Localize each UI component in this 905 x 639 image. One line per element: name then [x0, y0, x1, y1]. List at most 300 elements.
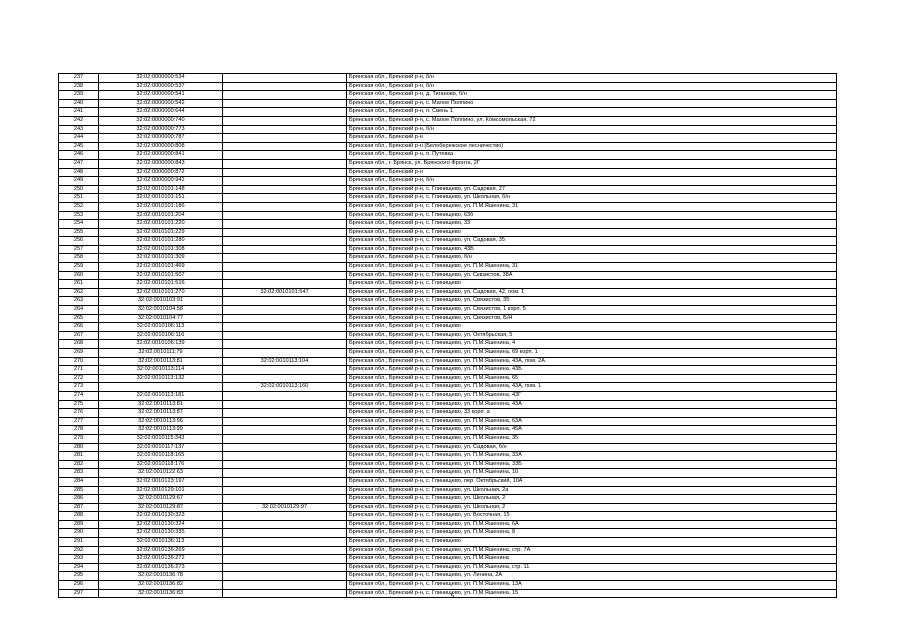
row-number-cell: 283: [59, 469, 99, 478]
cadastral-number-cell: 32:02:0010113:81: [99, 400, 223, 409]
row-number-cell: 262: [59, 288, 99, 297]
row-number-cell: 288: [59, 512, 99, 521]
row-number-cell: 242: [59, 116, 99, 125]
building-cadastral-number-cell: [223, 177, 347, 186]
row-number-cell: 251: [59, 194, 99, 203]
cadastral-number-cell: 32:02:0010136:82: [99, 581, 223, 590]
row-number-cell: 249: [59, 177, 99, 186]
cadastral-number-cell: 32:02:0010113:132: [99, 374, 223, 383]
building-cadastral-number-cell: [223, 477, 347, 486]
table-row: [59, 452, 837, 461]
address-cell: Брянская обл., Брянский р-н, с. Глинищево, ул. Школьная, б/н: [347, 194, 837, 203]
row-number-cell: 245: [59, 142, 99, 151]
cadastral-number-cell: 32:02:0010136:83: [99, 589, 223, 598]
address-cell: Брянская обл., Брянский р-н, с. Глинищево, ул. П.М.Яшенина, 63А: [347, 417, 837, 426]
address-cell: Брянская обл., Брянский р-н, с. Глинищево, ул. Связистов, Б/Н: [347, 314, 837, 323]
row-number-cell: 254: [59, 220, 99, 229]
address-cell: Брянская обл., Брянский р-н, с. Глинищево, ул. П.М.Яшенина, 4: [347, 340, 837, 349]
row-number-cell: 281: [59, 452, 99, 461]
address-cell: Брянская обл., Брянский р-н, с. Глинищево, ул. П.М.Яшенина, 6А: [347, 520, 837, 529]
table-row: [59, 520, 837, 529]
building-cadastral-number-cell: [223, 220, 347, 229]
table-row: [59, 116, 837, 125]
row-number-cell: 277: [59, 417, 99, 426]
row-number-cell: 238: [59, 82, 99, 91]
table-row: [59, 538, 837, 547]
table-row: [59, 477, 837, 486]
row-number-cell: 290: [59, 529, 99, 538]
cadastral-number-cell: 32:02:0010130:335: [99, 529, 223, 538]
address-cell: Брянская обл., Брянский р-н, с. Глинищево, ул. Школьная, 2: [347, 503, 837, 512]
row-number-cell: 275: [59, 400, 99, 409]
address-cell: Брянская обл., Брянский р-н, с. Глинищево: [347, 538, 837, 547]
row-number-cell: 274: [59, 391, 99, 400]
address-cell: Брянская обл., Брянский р-н, с. Глинищево, ул. П.М.Яшенина, 10: [347, 469, 837, 478]
table-row: [59, 237, 837, 246]
address-cell: Брянская обл., Брянский р-н, с. Глинищево, ул. П.М.Яшенина, 43А, пом. 2А: [347, 357, 837, 366]
row-number-cell: 280: [59, 443, 99, 452]
table-row: [59, 280, 837, 289]
cadastral-number-cell: 32:02:0010101:507: [99, 271, 223, 280]
table-row: [59, 82, 837, 91]
table-row: [59, 434, 837, 443]
cadastral-table: [58, 73, 837, 598]
cadastral-number-cell: 32:02:0010129:101: [99, 486, 223, 495]
table-row: [59, 391, 837, 400]
address-cell: Брянская обл., Брянский р-н, с. Глинищево, ул. П.М.Яшенина, 33Б: [347, 460, 837, 469]
cadastral-number-cell: 32:02:0010111:79: [99, 349, 223, 358]
address-cell: Брянская обл., Брянский р-н, с. Глинищево, ул. Восточная, 15: [347, 512, 837, 521]
cadastral-number-cell: 32:02:0010130:323: [99, 512, 223, 521]
address-cell: Брянская обл., Брянский р-н, с. Малое Полпино: [347, 99, 837, 108]
table-row: [59, 409, 837, 418]
row-number-cell: 285: [59, 486, 99, 495]
building-cadastral-number-cell: [223, 263, 347, 272]
cadastral-number-cell: 32:02:0010103:91: [99, 297, 223, 306]
row-number-cell: 269: [59, 349, 99, 358]
building-cadastral-number-cell: [223, 116, 347, 125]
row-number-cell: 272: [59, 374, 99, 383]
cadastral-number-cell: 32:02:0010113:114: [99, 366, 223, 375]
table-row: [59, 220, 837, 229]
row-number-cell: 291: [59, 538, 99, 547]
cadastral-number-cell: 32:02:0010101:280: [99, 237, 223, 246]
table-row: [59, 159, 837, 168]
address-cell: Брянская обл., Брянский р-н, с. Глинищево, ул. Школьная, 2: [347, 495, 837, 504]
building-cadastral-number-cell: [223, 237, 347, 246]
table-row: [59, 340, 837, 349]
table-row: [59, 202, 837, 211]
cadastral-number-cell: 32:02:0010115:343: [99, 434, 223, 443]
table-row: [59, 546, 837, 555]
address-cell: Брянская обл., Брянский р-н: [347, 134, 837, 143]
building-cadastral-number-cell: [223, 366, 347, 375]
cadastral-number-cell: 32:02:0000000:843: [99, 159, 223, 168]
cadastral-number-cell: 32:02:0010122:63: [99, 469, 223, 478]
cadastral-number-cell: 32:02:0000000:534: [99, 74, 223, 83]
building-cadastral-number-cell: [223, 142, 347, 151]
cadastral-number-cell: 32:02:0010118:165: [99, 452, 223, 461]
address-cell: Брянская обл., г. Брянск, ул. Брянского Фронта, 2Г: [347, 159, 837, 168]
building-cadastral-number-cell: [223, 529, 347, 538]
address-cell: Брянская обл., Брянский р-н, с. Глинищево, ул. П.М.Яшенина, 43Б: [347, 366, 837, 375]
table-row: [59, 211, 837, 220]
row-number-cell: 289: [59, 520, 99, 529]
row-number-cell: 248: [59, 168, 99, 177]
cadastral-number-cell: 32:02:0010101:309: [99, 254, 223, 263]
building-cadastral-number-cell: [223, 391, 347, 400]
address-cell: Брянская обл., Брянский р-н, с. Глинищево, ул. Садовая, 42, пом. 1: [347, 288, 837, 297]
address-cell: Брянская обл., Брянский р-н, б/н: [347, 125, 837, 134]
address-cell: Брянская обл., Брянский р-н, с. Глинищево, ул. П.М.Яшенина, 45А: [347, 426, 837, 435]
table-row: [59, 503, 837, 512]
cadastral-number-cell: 32:02:0000000:808: [99, 142, 223, 151]
row-number-cell: 256: [59, 237, 99, 246]
table-row: [59, 529, 837, 538]
cadastral-number-cell: 32:02:0010106:113: [99, 323, 223, 332]
address-cell: Брянская обл., Брянский р-н, с. Глинищево, ул. Связистов, 35: [347, 297, 837, 306]
table-row: [59, 366, 837, 375]
cadastral-number-cell: 32:02:0010101:270: [99, 288, 223, 297]
table-row: [59, 168, 837, 177]
cadastral-number-cell: 32:02:0010130:324: [99, 520, 223, 529]
table-row: [59, 486, 837, 495]
address-cell: Брянская обл., Брянский р-н, с. Глинищево, ул. Садовая, б/н: [347, 443, 837, 452]
address-cell: Брянская обл., Брянский р-н, с. Глинищево: [347, 323, 837, 332]
row-number-cell: 294: [59, 563, 99, 572]
cadastral-number-cell: 32:02:0010101:220: [99, 220, 223, 229]
building-cadastral-number-cell: [223, 460, 347, 469]
address-cell: Брянская обл., Брянский р-н, с. Глинищево: [347, 228, 837, 237]
building-cadastral-number-cell: 32:02:0010101:547: [223, 288, 347, 297]
table-row: [59, 151, 837, 160]
table-row: [59, 426, 837, 435]
cadastral-number-cell: 32:02:0010101:151: [99, 194, 223, 203]
table-row: [59, 228, 837, 237]
table-row: [59, 323, 837, 332]
cadastral-number-cell: 32:02:0010113:81: [99, 357, 223, 366]
address-cell: Брянская обл., Брянский р-н: [347, 168, 837, 177]
building-cadastral-number-cell: [223, 520, 347, 529]
cadastral-number-cell: 32:02:0010104:58: [99, 306, 223, 315]
cadastral-number-cell: 32:02:0010136:273: [99, 563, 223, 572]
row-number-cell: 260: [59, 271, 99, 280]
address-cell: Брянская обл., Брянский р-н, д. Тиганово, б/н: [347, 91, 837, 100]
address-cell: Брянская обл., Брянский р-н, с. Глинищево, 33: [347, 220, 837, 229]
address-cell: Брянская обл., Брянский р-н, б/н: [347, 177, 837, 186]
row-number-cell: 244: [59, 134, 99, 143]
address-cell: Брянская обл., Брянский р-н, с. Глинищево, ул. П.М.Яшенина, 65: [347, 374, 837, 383]
address-cell: Брянская обл., Брянский р-н, с. Глинищево, ул. Садовая, 27: [347, 185, 837, 194]
table-row: [59, 271, 837, 280]
cadastral-number-cell: 32:02:0010118:176: [99, 460, 223, 469]
table-row: [59, 555, 837, 564]
table-row: [59, 349, 837, 358]
cadastral-number-cell: 32:02:0010129:87: [99, 503, 223, 512]
cadastral-number-cell: 32:02:0010104:77: [99, 314, 223, 323]
row-number-cell: 286: [59, 495, 99, 504]
building-cadastral-number-cell: [223, 434, 347, 443]
cadastral-number-cell: 32:02:0010101:186: [99, 202, 223, 211]
table-row: [59, 400, 837, 409]
row-number-cell: 284: [59, 477, 99, 486]
address-cell: Брянская обл., Брянский р-н, с. Глинищево, 63б: [347, 211, 837, 220]
cadastral-number-cell: 32:02:0010113:87: [99, 409, 223, 418]
building-cadastral-number-cell: 32:02:0010113:104: [223, 357, 347, 366]
cadastral-number-cell: 32:02:0010129:67: [99, 495, 223, 504]
table-row: [59, 194, 837, 203]
address-cell: Брянская обл., Брянский р-н, с. Глинищево, ул. Садовая, 35: [347, 237, 837, 246]
cadastral-number-cell: 32:02:0010101:204: [99, 211, 223, 220]
building-cadastral-number-cell: [223, 349, 347, 358]
cadastral-number-cell: 32:02:0010136:113: [99, 538, 223, 547]
building-cadastral-number-cell: [223, 581, 347, 590]
building-cadastral-number-cell: [223, 168, 347, 177]
table-row: [59, 74, 837, 83]
row-number-cell: 253: [59, 211, 99, 220]
row-number-cell: 295: [59, 572, 99, 581]
cadastral-number-cell: 32:02:0010113:181: [99, 391, 223, 400]
table-row: [59, 306, 837, 315]
row-number-cell: 297: [59, 589, 99, 598]
row-number-cell: 259: [59, 263, 99, 272]
address-cell: Брянская обл., Брянский р-н, с. Глинищево, ул. П.М.Яшенина, 43Г: [347, 391, 837, 400]
building-cadastral-number-cell: [223, 555, 347, 564]
building-cadastral-number-cell: [223, 151, 347, 160]
row-number-cell: 273: [59, 383, 99, 392]
cadastral-number-cell: 32:02:0010113:99: [99, 426, 223, 435]
address-cell: Брянская обл., Брянский р-н, с. Глинищево, ул. П.М.Яшенина, 35: [347, 434, 837, 443]
address-cell: Брянская обл., Брянский р-н, с. Глинищево, ул. П.М.Яшенина, 43А: [347, 400, 837, 409]
cadastral-number-cell: 32:02:0000000:872: [99, 168, 223, 177]
cadastral-number-cell: [99, 383, 223, 392]
row-number-cell: 246: [59, 151, 99, 160]
building-cadastral-number-cell: [223, 82, 347, 91]
cadastral-number-cell: 32:02:0000000:740: [99, 116, 223, 125]
row-number-cell: 266: [59, 323, 99, 332]
building-cadastral-number-cell: [223, 495, 347, 504]
table-row: [59, 125, 837, 134]
table-row: [59, 99, 837, 108]
building-cadastral-number-cell: [223, 331, 347, 340]
table-row: [59, 460, 837, 469]
table-row: [59, 581, 837, 590]
row-number-cell: 279: [59, 434, 99, 443]
row-number-cell: 243: [59, 125, 99, 134]
cadastral-number-cell: 32:02:0010106:116: [99, 331, 223, 340]
building-cadastral-number-cell: [223, 340, 347, 349]
table-row: [59, 469, 837, 478]
building-cadastral-number-cell: [223, 202, 347, 211]
cadastral-number-cell: 32:02:0000000:644: [99, 108, 223, 117]
table-row: [59, 297, 837, 306]
building-cadastral-number-cell: [223, 512, 347, 521]
table-row: [59, 288, 837, 297]
building-cadastral-number-cell: [223, 417, 347, 426]
cadastral-number-cell: 32:02:0000000:787: [99, 134, 223, 143]
row-number-cell: 270: [59, 357, 99, 366]
table-row: [59, 374, 837, 383]
table-row: [59, 383, 837, 392]
cadastral-number-cell: 32:02:0010101:469: [99, 263, 223, 272]
row-number-cell: 264: [59, 306, 99, 315]
row-number-cell: 263: [59, 297, 99, 306]
address-cell: Брянская обл., Брянский р-н, с. Глинищево, ул. П.М.Яшенина: [347, 555, 837, 564]
row-number-cell: 293: [59, 555, 99, 564]
address-cell: Брянская обл., Брянский р-н, с. Глинищево, ул. П.М.Яшенина, 43А, пом. 1: [347, 383, 837, 392]
row-number-cell: 276: [59, 409, 99, 418]
table-row: [59, 443, 837, 452]
row-number-cell: 292: [59, 546, 99, 555]
table-row: [59, 572, 837, 581]
building-cadastral-number-cell: [223, 538, 347, 547]
building-cadastral-number-cell: [223, 400, 347, 409]
cadastral-number-cell: 32:02:0010101:148: [99, 185, 223, 194]
address-cell: Брянская обл., Брянский р-н, б/н: [347, 82, 837, 91]
row-number-cell: 240: [59, 99, 99, 108]
address-cell: Брянская обл., Брянский р-н, п. Путевка: [347, 151, 837, 160]
table-body: [59, 74, 837, 598]
address-cell: Брянская обл., Брянский р-н, с. Глинищево: [347, 280, 837, 289]
building-cadastral-number-cell: [223, 563, 347, 572]
row-number-cell: 239: [59, 91, 99, 100]
cadastral-number-cell: 32:02:0000000:841: [99, 151, 223, 160]
cadastral-number-cell: 32:02:0010136:272: [99, 555, 223, 564]
row-number-cell: 278: [59, 426, 99, 435]
building-cadastral-number-cell: [223, 572, 347, 581]
building-cadastral-number-cell: [223, 134, 347, 143]
row-number-cell: 296: [59, 581, 99, 590]
building-cadastral-number-cell: [223, 74, 347, 83]
address-cell: Брянская обл., Брянский р-н, б/н: [347, 74, 837, 83]
row-number-cell: 265: [59, 314, 99, 323]
address-cell: Брянская обл., Брянский р-н, с. Глинищево, ул. П.М.Яшенина, 8: [347, 529, 837, 538]
building-cadastral-number-cell: [223, 245, 347, 254]
row-number-cell: 252: [59, 202, 99, 211]
row-number-cell: 258: [59, 254, 99, 263]
row-number-cell: 268: [59, 340, 99, 349]
address-cell: Брянская обл., Брянский р-н, с. Малое Полпино, ул. Комсомольская, 72: [347, 116, 837, 125]
cadastral-number-cell: 32:02:0010101:516: [99, 280, 223, 289]
table-row: [59, 142, 837, 151]
building-cadastral-number-cell: [223, 185, 347, 194]
building-cadastral-number-cell: [223, 108, 347, 117]
address-cell: Брянская обл., Брянский р-н, с. Глинищево, ул. Сквзистов, 38А: [347, 271, 837, 280]
building-cadastral-number-cell: [223, 546, 347, 555]
address-cell: Брянская обл., Брянский р-н, с. Глинищево, ул. Школьная, 2а: [347, 486, 837, 495]
address-cell: Брянская обл., Брянский р-н, с. Глинищево, ул. Октябрьская, 5: [347, 331, 837, 340]
table-row: [59, 91, 837, 100]
cadastral-number-cell: 32:02:0000000:541: [99, 91, 223, 100]
row-number-cell: 282: [59, 460, 99, 469]
table-row: [59, 512, 837, 521]
address-cell: Брянская обл., Брянский р-н, с. Глинищево, ул. Связистов, 1 корп. 5: [347, 306, 837, 315]
building-cadastral-number-cell: [223, 125, 347, 134]
row-number-cell: 250: [59, 185, 99, 194]
building-cadastral-number-cell: [223, 323, 347, 332]
building-cadastral-number-cell: [223, 211, 347, 220]
building-cadastral-number-cell: [223, 409, 347, 418]
cadastral-number-cell: 32:02:0010123:197: [99, 477, 223, 486]
row-number-cell: 247: [59, 159, 99, 168]
row-number-cell: 237: [59, 74, 99, 83]
address-cell: Брянская обл., Брянский р-н, с. Глинищево, ул. П.М.Яшенина, стр. 11: [347, 563, 837, 572]
table-row: [59, 254, 837, 263]
building-cadastral-number-cell: [223, 452, 347, 461]
address-cell: Брянская обл., Брянский р-н, п. Свень 1: [347, 108, 837, 117]
building-cadastral-number-cell: [223, 426, 347, 435]
row-number-cell: 241: [59, 108, 99, 117]
cadastral-number-cell: 32:02:0000000:537: [99, 82, 223, 91]
building-cadastral-number-cell: [223, 99, 347, 108]
row-number-cell: 267: [59, 331, 99, 340]
cadastral-number-cell: 32:02:0010101:308: [99, 245, 223, 254]
table-row: [59, 495, 837, 504]
address-cell: Брянская обл., Брянский р-н, с. Глинищево, ул. П.М.Яшенина, 13А: [347, 581, 837, 590]
building-cadastral-number-cell: [223, 254, 347, 263]
table-row: [59, 108, 837, 117]
building-cadastral-number-cell: 32:02:0010129:97: [223, 503, 347, 512]
row-number-cell: 255: [59, 228, 99, 237]
table-row: [59, 245, 837, 254]
building-cadastral-number-cell: [223, 228, 347, 237]
table-row: [59, 331, 837, 340]
cadastral-number-cell: 32:02:0010106:139: [99, 340, 223, 349]
address-cell: Брянская обл., Брянский р-н, с. Глинищево, пер. Октябрьский, 10А: [347, 477, 837, 486]
cadastral-number-cell: 32:02:0010136:78: [99, 572, 223, 581]
table-row: [59, 134, 837, 143]
building-cadastral-number-cell: [223, 314, 347, 323]
row-number-cell: 261: [59, 280, 99, 289]
table-row: [59, 314, 837, 323]
address-cell: Брянская обл., Брянский р-н, с. Глинищево, б/н: [347, 254, 837, 263]
building-cadastral-number-cell: [223, 91, 347, 100]
address-cell: Брянская обл., Брянский р-н, с. Глинищево, ул. П.М.Яшенина, 69 корп. 1: [347, 349, 837, 358]
table-row: [59, 563, 837, 572]
address-cell: Брянская обл., Брянский р-н, с. Глинищево, ул. П.М.Яшенина, 31: [347, 263, 837, 272]
building-cadastral-number-cell: [223, 306, 347, 315]
address-cell: Брянская обл., Брянский р-н (Белобережское лесничество): [347, 142, 837, 151]
building-cadastral-number-cell: [223, 443, 347, 452]
building-cadastral-number-cell: [223, 280, 347, 289]
cadastral-number-cell: 32:02:0010117:137: [99, 443, 223, 452]
page-number: 5: [450, 594, 455, 600]
table-row: [59, 177, 837, 186]
building-cadastral-number-cell: [223, 469, 347, 478]
address-cell: Брянская обл., Брянский р-н, с. Глинищево, 43Б: [347, 245, 837, 254]
table-row: [59, 185, 837, 194]
building-cadastral-number-cell: [223, 159, 347, 168]
building-cadastral-number-cell: [223, 374, 347, 383]
address-cell: Брянская обл., Брянский р-н, с. Глинищево, ул. П.М.Яшенина, стр. 7А: [347, 546, 837, 555]
address-cell: Брянская обл., Брянский р-н, с. Глинищево, ул. П.М.Яшенина, 33А: [347, 452, 837, 461]
row-number-cell: 271: [59, 366, 99, 375]
building-cadastral-number-cell: [223, 297, 347, 306]
cadastral-number-cell: 32:02:0010136:269: [99, 546, 223, 555]
cadastral-number-cell: 32:02:0010101:229: [99, 228, 223, 237]
address-cell: Брянская обл., Брянский р-н, с. Глинищево, ул. П.М.Яшенина, 15: [347, 589, 837, 598]
row-number-cell: 257: [59, 245, 99, 254]
cadastral-number-cell: 32:02:0000000:942: [99, 177, 223, 186]
address-cell: Брянская обл., Брянский р-н, с. Глинищево, 33 корп. а: [347, 409, 837, 418]
building-cadastral-number-cell: [223, 271, 347, 280]
table-row: [59, 263, 837, 272]
building-cadastral-number-cell: [223, 194, 347, 203]
row-number-cell: 287: [59, 503, 99, 512]
cadastral-number-cell: 32:02:0000000:773: [99, 125, 223, 134]
address-cell: Брянская обл., Брянский р-н, с. Глинищево, ул. П.М.Яшенина, 31: [347, 202, 837, 211]
table-row: [59, 417, 837, 426]
